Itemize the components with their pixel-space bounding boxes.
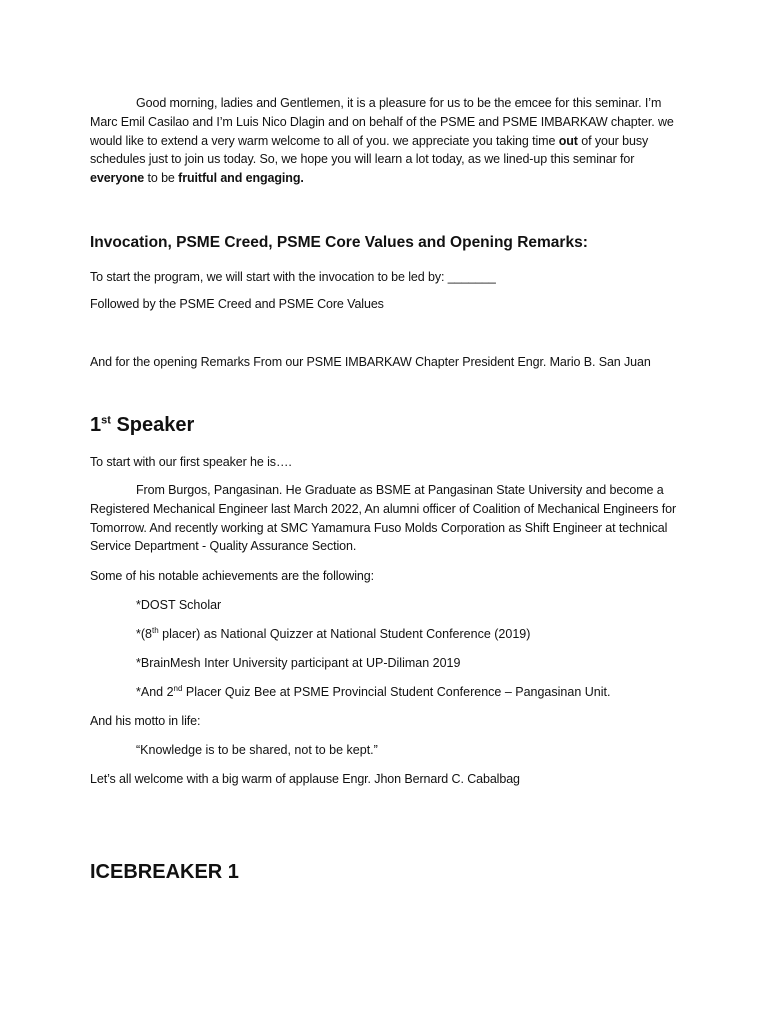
achievement-item: *DOST Scholar — [136, 598, 222, 612]
achievements-intro: Some of his notable achievements are the following: — [90, 569, 374, 583]
speaker-heading: 1st Speaker — [90, 414, 195, 436]
invocation-heading: Invocation, PSME Creed, PSME Core Values and Opening Remarks: — [90, 234, 588, 251]
speaker-welcome: Let’s all welcome with a big warm of applause Engr. Jhon Bernard C. Cabalbag — [90, 772, 520, 786]
achievement-item: *(8th placer) as National Quizzer at National Student Conference (2019) — [136, 625, 531, 641]
bold-out: out — [558, 133, 578, 148]
achievement-item: *And 2nd Placer Quiz Bee at PSME Provincial Student Conference – Pangasinan Unit. — [136, 683, 611, 699]
bold-fruitful: fruitful and engaging. — [178, 171, 304, 186]
achievement-item: *BrainMesh Inter University participant at UP-Diliman 2019 — [136, 656, 461, 670]
creed-line: Followed by the PSME Creed and PSME Core Values — [90, 297, 384, 311]
motto-intro: And his motto in life: — [90, 714, 201, 728]
welcome-paragraph: Good morning, ladies and Gentlemen, it is a pleasure for us to be the emcee for this seminar. I’m Marc Emil Casilao and I’m Luis Nico Dlagin and on behalf of the PSME and PSME IMBARKAW chapter. we would like to extend a very warm welcome to all of you. we appreciate you taking time out of your busy schedules just to join us today. So, we hope you will learn a lot today, as we lined-up this seminar for everyone to be fruitful and engaging. — [90, 96, 674, 186]
bold-everyone: everyone — [90, 171, 145, 186]
icebreaker-heading: ICEBREAKER 1 — [90, 861, 239, 883]
invocation-line: To start the program, we will start with the invocation to be led by: _______ — [90, 270, 496, 284]
opening-remarks-line: And for the opening Remarks From our PSME IMBARKAW Chapter President Engr. Mario B. San Juan — [90, 355, 651, 369]
speaker-intro: To start with our first speaker he is…. — [90, 455, 292, 469]
speaker-bio: From Burgos, Pangasinan. He Graduate as BSME at Pangasinan State University and become a Registered Mechanical Engineer last March 2022, An alumni officer of Coalition of Mechanical Engineers for Tomorrow. And recently working at SMC Yamamura Fuso Molds Corporation as Shift Engineer at technical Service Department - Quality Assurance Section. — [90, 483, 677, 554]
motto-quote: “Knowledge is to be shared, not to be kept.” — [136, 743, 378, 757]
